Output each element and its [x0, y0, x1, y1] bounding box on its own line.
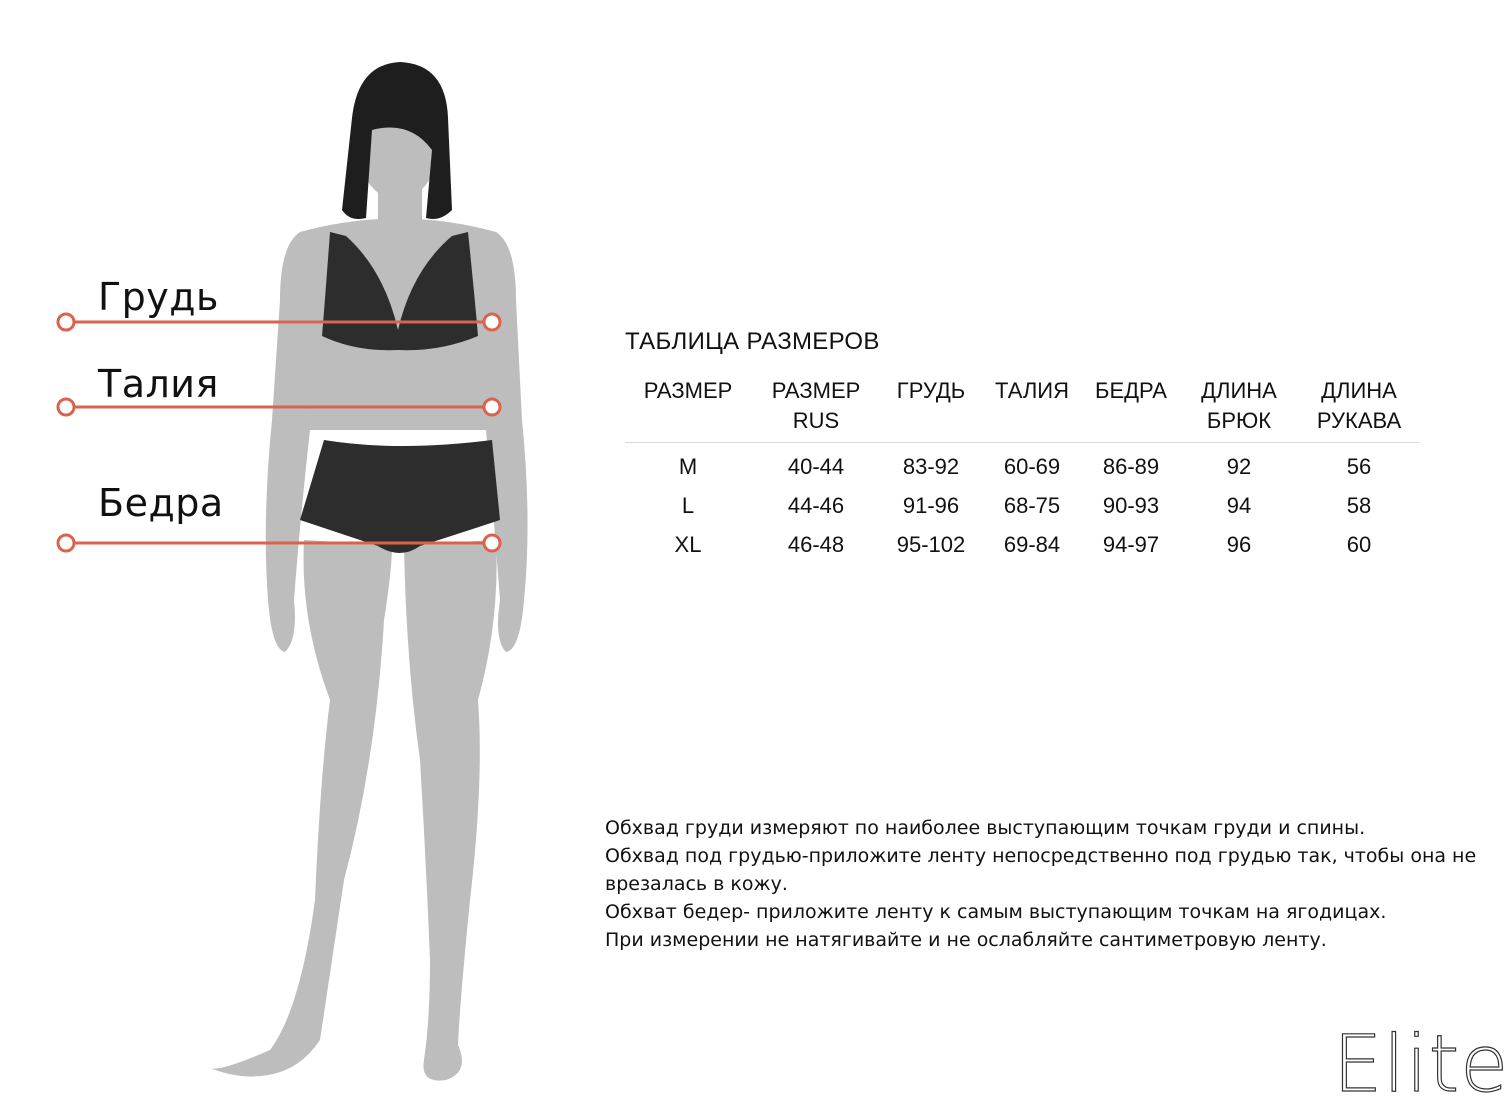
column-header-line: РАЗМЕР — [771, 378, 861, 403]
waist-right-marker — [484, 399, 500, 415]
size-table — [625, 372, 1419, 564]
table-cell: 94 — [1226, 493, 1252, 518]
table-cell: M — [678, 454, 698, 479]
chest-right-marker — [484, 314, 500, 330]
column-header-line: РУКАВА — [1316, 408, 1402, 433]
column-header — [981, 372, 1083, 443]
table-cell: 60-69 — [1003, 454, 1061, 479]
table-body — [625, 443, 1419, 565]
table-cell: 96 — [1226, 532, 1252, 557]
hips-label: Бедра — [98, 481, 224, 525]
table-cell: L — [681, 493, 695, 518]
table-header-row — [625, 372, 1419, 443]
model-figure — [0, 0, 560, 1106]
hips-right-marker — [484, 535, 500, 551]
column-header-line: РАЗМЕР — [643, 378, 733, 403]
table-cell: 83-92 — [902, 454, 960, 479]
table-cell: 58 — [1346, 493, 1372, 518]
column-header — [625, 372, 751, 443]
column-header — [1083, 372, 1179, 443]
waist-label: Талия — [98, 362, 219, 406]
column-header-line: БРЮК — [1206, 408, 1272, 433]
waist-left-marker — [58, 399, 74, 415]
table-cell: 91-96 — [902, 493, 960, 518]
column-header — [1299, 372, 1419, 443]
column-header — [881, 372, 981, 443]
column-header-line: ДЛИНА — [1321, 378, 1397, 403]
column-header — [751, 372, 881, 443]
table-cell: 69-84 — [1003, 532, 1061, 557]
brand-logo: Elite — [1333, 1020, 1509, 1110]
chest-label: Грудь — [98, 275, 219, 319]
note-line: Обхват бедер- приложите ленту к самым выступающим точкам на ягодицах. — [605, 901, 1387, 923]
measurement-notes — [605, 814, 1475, 954]
note-line: врезалась в кожу. — [605, 873, 788, 895]
table-row — [625, 443, 1419, 487]
table-cell: 95-102 — [896, 532, 966, 557]
table-cell: XL — [674, 532, 702, 557]
column-header-line: ТАЛИЯ — [994, 378, 1069, 403]
chest-left-marker — [58, 314, 74, 330]
table-cell: 92 — [1226, 454, 1252, 479]
column-header-line: ГРУДЬ — [896, 378, 966, 403]
table-cell: 56 — [1346, 454, 1372, 479]
size-chart-title: ТАБЛИЦА РАЗМЕРОВ — [625, 328, 880, 355]
model-silhouette — [0, 0, 560, 1106]
column-header-line: RUS — [792, 408, 840, 433]
table-cell: 46-48 — [787, 532, 845, 557]
table-cell: 86-89 — [1102, 454, 1160, 479]
column-header — [1179, 372, 1299, 443]
column-header-line: БЕДРА — [1095, 378, 1167, 403]
hips-left-marker — [58, 535, 74, 551]
table-row — [625, 486, 1419, 525]
table-row — [625, 525, 1419, 564]
table-cell: 40-44 — [787, 454, 845, 479]
note-line: Обхвад груди измеряют по наиболее выступающим точкам груди и спины. — [605, 817, 1366, 839]
table-cell: 68-75 — [1003, 493, 1061, 518]
column-header-line: ДЛИНА — [1201, 378, 1277, 403]
table-cell: 94-97 — [1102, 532, 1160, 557]
note-line: При измерении не натягивайте и не ослабляйте сантиметровую ленту. — [605, 929, 1327, 951]
table-cell: 60 — [1346, 532, 1372, 557]
table-cell: 44-46 — [787, 493, 845, 518]
note-line: Обхвад под грудью-приложите ленту непосредственно под грудью так, чтобы она не — [605, 845, 1477, 867]
table-cell: 90-93 — [1102, 493, 1160, 518]
